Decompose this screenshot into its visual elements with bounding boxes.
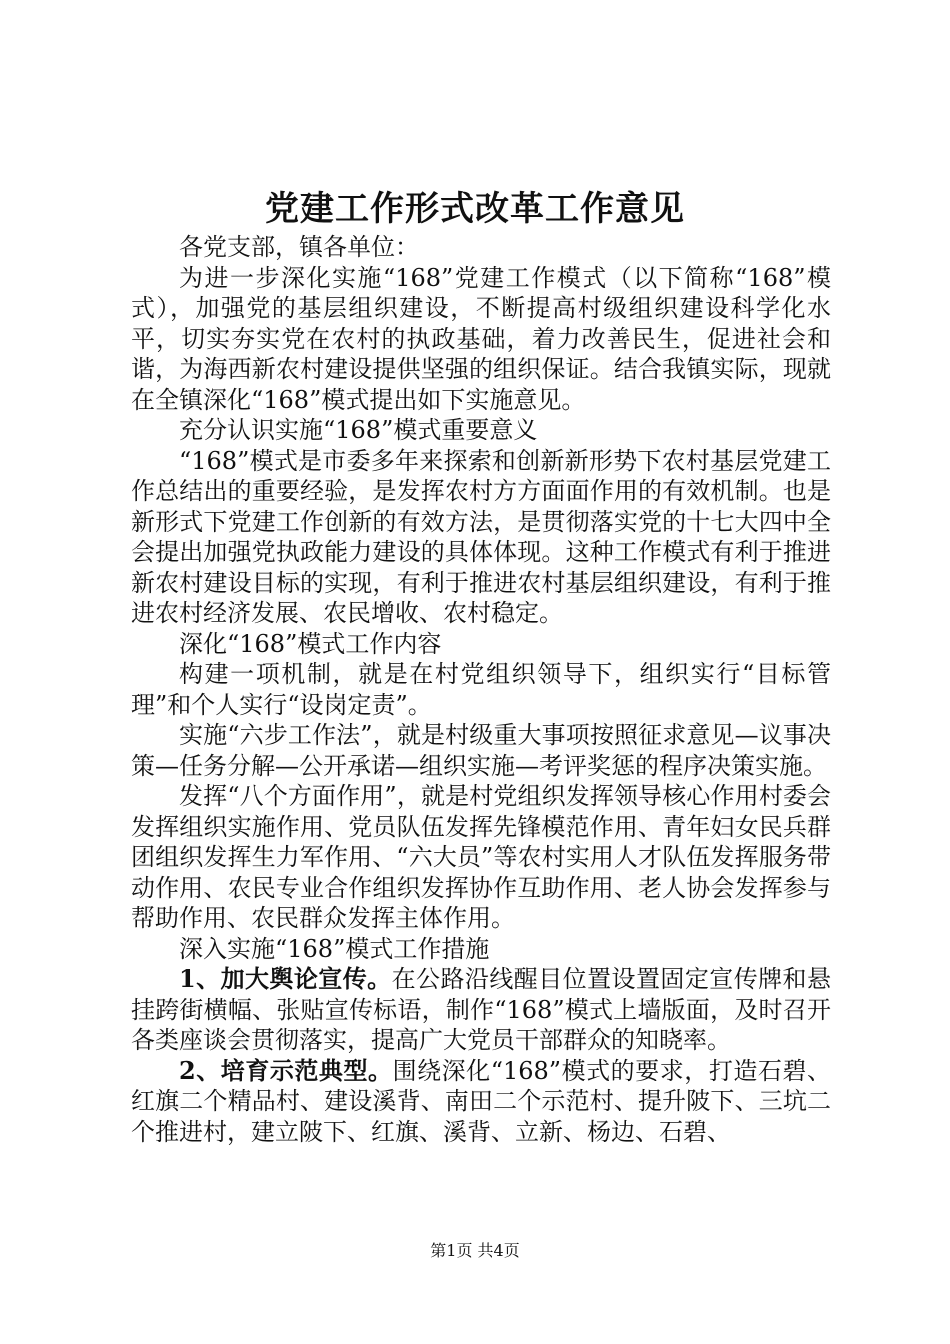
paragraph-text: 深入实施“168”模式工作措施	[179, 934, 490, 963]
salutation	[131, 232, 831, 263]
page-footer: 第1页 共4页	[430, 1241, 520, 1260]
paragraph-lead: 1、加大舆论宣传。	[179, 964, 392, 993]
paragraph-text: 发挥“八个方面作用”，就是村党组织发挥领导核心作用村委会发挥组织实施作用、党员队伍发挥先锋模范作用、青年妇女民兵群团组织发挥生力军作用、“六大员”等农村实用人才队伍发挥服务带动作用、农民专业合作组织发挥协作互助作用、老人协会发挥参与帮助作用、农民群众发挥主体作用。	[131, 782, 831, 932]
paragraph-text: 深化“168”模式工作内容	[179, 629, 442, 658]
paragraph-text: 充分认识实施“168”模式重要意义	[179, 416, 538, 444]
paragraph-significance	[131, 446, 831, 629]
paragraph-text: 构建一项机制，就是在村党组织领导下，组织实行“目标管理”和个人实行“设岗定责”。	[131, 660, 831, 719]
paragraph-eight-roles	[131, 781, 831, 934]
paragraph-mechanism	[131, 659, 831, 720]
paragraph-six-steps	[131, 720, 831, 781]
document-title: 党建工作形式改革工作意见	[265, 189, 685, 229]
paragraph-lead: 2、培育示范典型。	[179, 1055, 393, 1085]
paragraph-intro	[131, 263, 831, 416]
paragraph-text: 实施“六步工作法”，就是村级重大事项按照征求意见—议事决策—任务分解—公开承诺—组织实施—考评奖惩的程序决策实施。	[131, 721, 831, 780]
paragraph-text: 各党支部，镇各单位：	[179, 233, 419, 261]
paragraph-measure-2	[131, 1056, 831, 1148]
paragraph-text: 围绕深化“168”模式的要求，打造石碧、红旗二个精品村、建设溪背、南田二个示范村、提升陂下、三坑二个推进村，建立陂下、红旗、溪背、立新、杨边、石碧、	[131, 1056, 831, 1146]
paragraph-text: 为进一步深化实施“168”党建工作模式（以下简称“168”模式），加强党的基层组织建设，不断提高村级组织建设科学化水平，切实夯实党在农村的执政基础，着力改善民生，促进社会和谐，为海西新农村建设提供坚强的组织保证。结合我镇实际，现就在全镇深化“168”模式提出如下实施意见。	[131, 263, 831, 414]
section-heading-measures	[131, 934, 831, 965]
paragraph-text: 在公路沿线醒目位置设置固定宣传牌和悬挂跨街横幅、张贴宣传标语，制作“168”模式上墙版面，及时召开各类座谈会贯彻落实，提高广大党员干部群众的知晓率。	[131, 965, 831, 1054]
paragraph-text: “168”模式是市委多年来探索和创新新形势下农村基层党建工作总结出的重要经验，是发挥农村方方面面作用的有效机制。也是新形式下党建工作创新的有效方法，是贯彻落实党的十七大四中全会提出加强党执政能力建设的具体体现。这种工作模式有利于推进新农村建设目标的实现，有利于推进农村基层组织建设，有利于推进农村经济发展、农民增收、农村稳定。	[131, 446, 831, 627]
section-heading-content	[131, 629, 831, 660]
document-body	[131, 232, 831, 1147]
paragraph-measure-1	[131, 964, 831, 1056]
section-heading-significance	[131, 415, 831, 446]
